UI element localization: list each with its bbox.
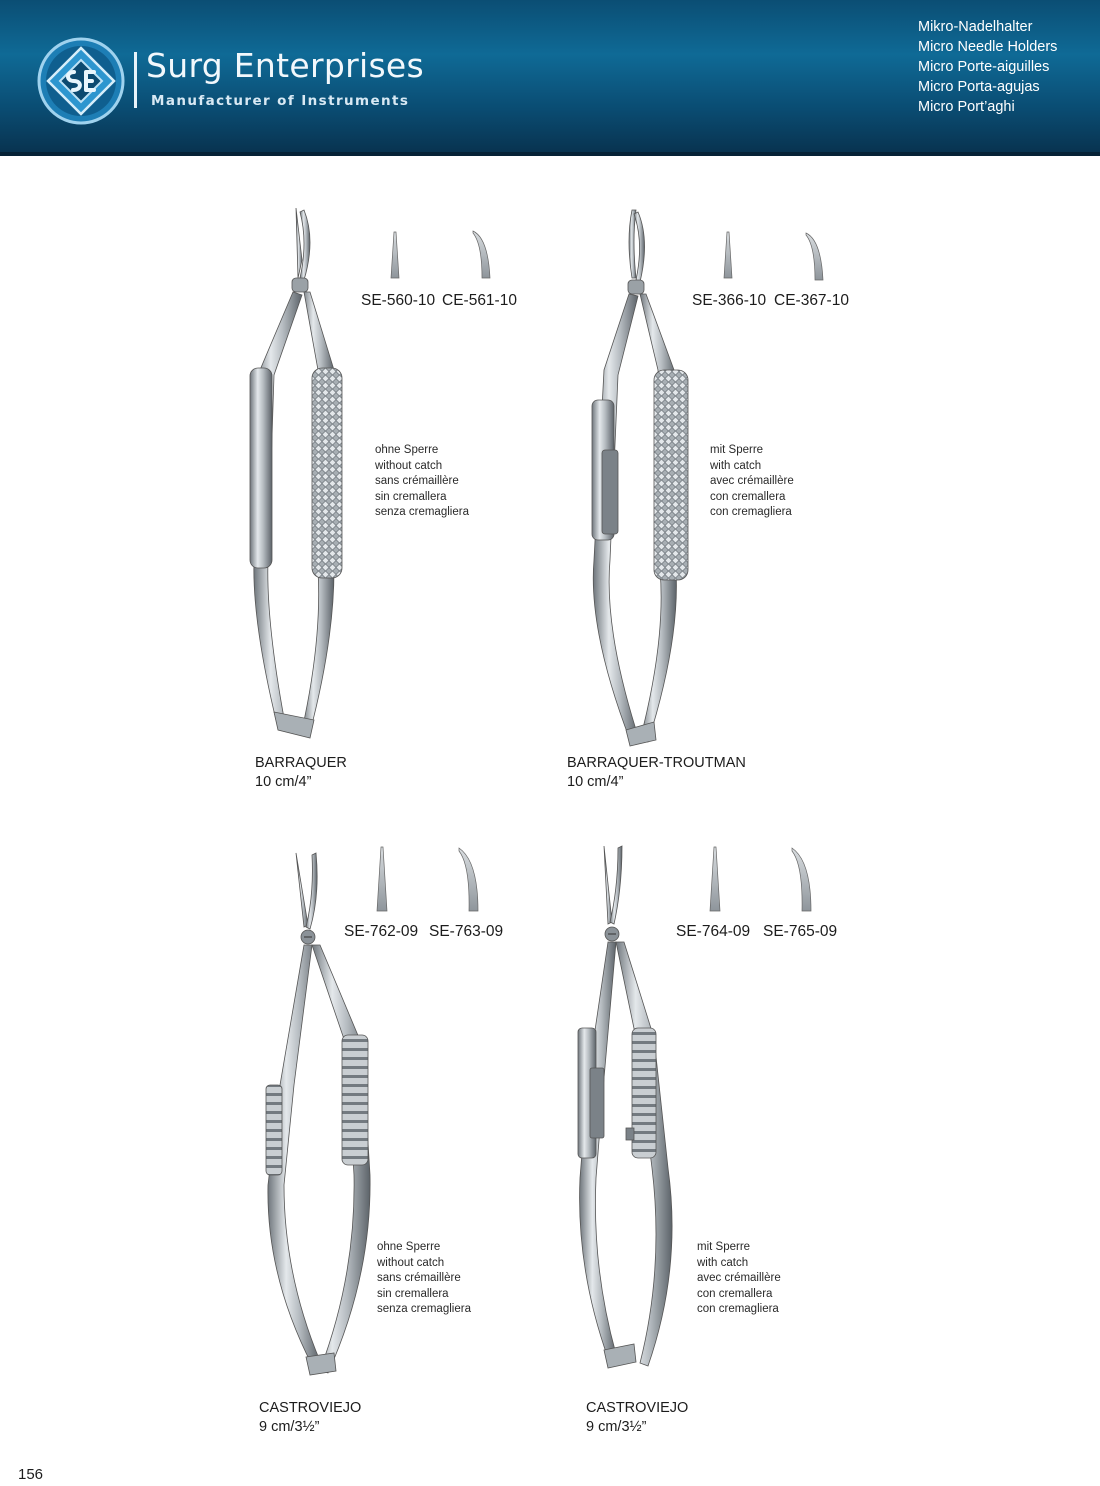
barraquer-troutman-needle-holder-image xyxy=(574,200,714,760)
castroviejo-needle-holder-image xyxy=(560,838,690,1378)
product-size: 9 cm/3½” xyxy=(586,1419,647,1435)
product-code: SE-763-09 xyxy=(429,923,504,940)
curved-tip-image xyxy=(470,228,496,280)
catch-description: ohne Sperre without catch sans crémaillère sin cremallera senza cremagliera xyxy=(377,1241,471,1315)
straight-tip-image xyxy=(388,230,402,280)
product-code: SE-762-09 xyxy=(344,923,419,940)
catch-description: mit Sperre with catch avec crémaillère con cremallera con cremagliera xyxy=(710,444,794,518)
category-titles xyxy=(918,17,1057,117)
category-title-fr: Micro Porte-aiguilles xyxy=(918,59,1050,75)
product-code: SE-765-09 xyxy=(763,923,838,940)
catch-description: mit Sperre with catch avec crémaillère con cremallera con cremagliera xyxy=(697,1241,781,1315)
product-name-block xyxy=(567,754,746,792)
product-size: 10 cm/4” xyxy=(255,774,312,790)
category-title-en: Micro Needle Holders xyxy=(918,39,1058,55)
catch-description: ohne Sperre without catch sans crémaillère sin cremallera senza cremagliera xyxy=(375,444,469,518)
brand-tagline: Manufacturer of Instruments xyxy=(151,93,410,109)
product-size: 9 cm/3½” xyxy=(259,1419,320,1435)
product-name: BARRAQUER-TROUTMAN xyxy=(567,755,746,771)
barraquer-needle-holder-image xyxy=(238,200,378,760)
category-title-es: Micro Porta-agujas xyxy=(918,79,1040,95)
category-title-it: Micro Port’aghi xyxy=(918,99,1015,115)
straight-tip-image xyxy=(374,845,390,915)
product-name-block xyxy=(586,1399,688,1437)
product-name: CASTROVIEJO xyxy=(259,1400,362,1416)
product-code: SE-560-10 xyxy=(361,292,436,309)
curved-tip-image xyxy=(803,230,829,282)
product-code: SE-366-10 xyxy=(692,292,767,309)
page-number: 156 xyxy=(18,1466,44,1483)
product-code: CE-561-10 xyxy=(442,292,517,309)
product-name-block xyxy=(255,754,347,792)
curved-tip-image xyxy=(456,845,484,915)
header-banner xyxy=(0,0,1100,156)
product-name: BARRAQUER xyxy=(255,755,347,771)
curved-tip-image xyxy=(789,845,817,915)
product-name-block xyxy=(259,1399,361,1437)
surg-enterprises-logo xyxy=(36,36,126,126)
brand-name: Surg Enterprises xyxy=(146,46,425,85)
brand-divider xyxy=(134,52,137,108)
product-size: 10 cm/4” xyxy=(567,774,624,790)
category-title-de: Mikro-Nadelhalter xyxy=(918,19,1033,35)
straight-tip-image xyxy=(707,845,723,915)
straight-tip-image xyxy=(721,230,735,280)
product-code: SE-764-09 xyxy=(676,923,751,940)
product-name: CASTROVIEJO xyxy=(586,1400,689,1416)
product-code: CE-367-10 xyxy=(774,292,849,309)
